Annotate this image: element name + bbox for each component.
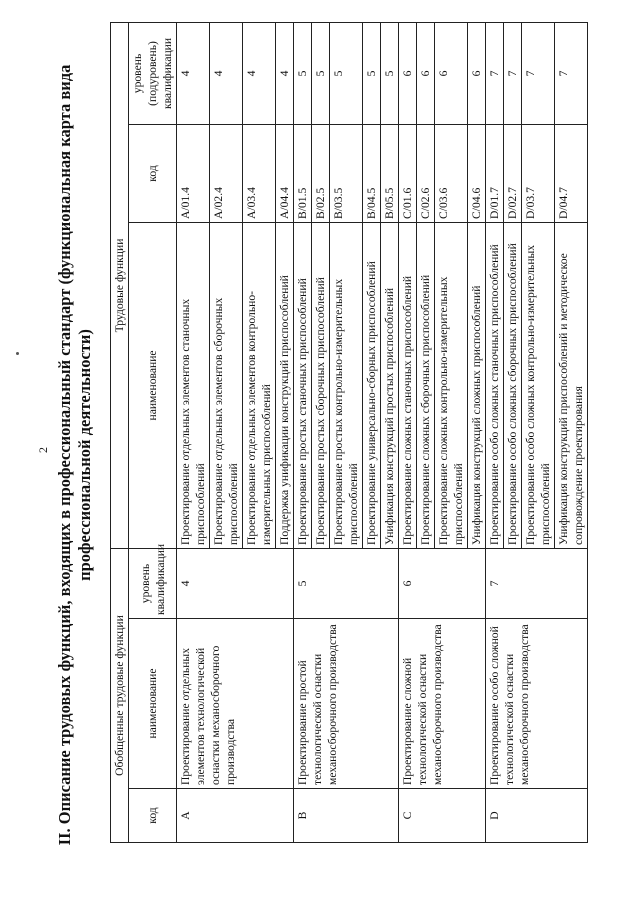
function-code: A/02.4 <box>210 124 243 222</box>
function-level: 4 <box>210 22 243 124</box>
function-code: D/02.7 <box>504 124 522 222</box>
function-name: Проектирование отдельных элементов контрольно-измерительных приспособлений <box>243 222 276 548</box>
function-code: B/03.5 <box>330 124 363 222</box>
section-title-line-2: профессиональной деятельности) <box>75 329 94 581</box>
function-code: B/02.5 <box>312 124 330 222</box>
header-level: уровень квалификации <box>129 548 177 618</box>
group-level: 7 <box>486 548 588 618</box>
function-level: 7 <box>555 22 588 124</box>
function-name: Проектирование сложных сборочных приспособлений <box>417 222 435 548</box>
header-sublevel: уровень (подуровень) квалификации <box>129 22 177 124</box>
function-level: 5 <box>294 22 312 124</box>
header-function-name: наименование <box>129 222 177 548</box>
function-code: C/01.6 <box>399 124 417 222</box>
page-number: 2 <box>36 447 50 453</box>
function-code: D/04.7 <box>555 124 588 222</box>
function-name: Поддержка унификации конструкций приспособлений <box>276 222 294 548</box>
function-level: 4 <box>276 22 294 124</box>
function-level: 7 <box>522 22 555 124</box>
function-code: A/01.4 <box>177 124 210 222</box>
function-name: Унификация конструкций приспособлений и методическое сопровождение проектирования <box>555 222 588 548</box>
function-name: Унификация конструкций сложных приспособлений <box>468 222 486 548</box>
function-name: Проектирование универсально-сборных приспособлений <box>363 222 381 548</box>
function-name: Проектирование особо сложных сборочных приспособлений <box>504 222 522 548</box>
function-code: C/03.6 <box>435 124 468 222</box>
scan-speck <box>16 352 19 355</box>
function-level: 6 <box>399 22 417 124</box>
function-name: Проектирование отдельных элементов сборочных приспособлений <box>210 222 243 548</box>
function-name: Проектирование сложных контрольно-измерительных приспособлений <box>435 222 468 548</box>
group-code: B <box>294 789 399 843</box>
table-row <box>399 22 417 842</box>
function-code: D/01.7 <box>486 124 504 222</box>
group-name: Проектирование отдельных элементов технологической оснастки механосборочного производства <box>177 619 294 789</box>
section-title-line-1: II. Описание трудовых функций, входящих в профессиональный стандарт (функциональная карта вида <box>55 64 74 846</box>
group-name: Проектирование особо сложной технологической оснастки механосборочного производства <box>486 619 588 789</box>
table-body <box>177 22 588 842</box>
function-name: Проектирование особо сложных контрольно-измерительных приспособлений <box>522 222 555 548</box>
table-row <box>486 22 504 842</box>
function-level: 6 <box>468 22 486 124</box>
function-name: Проектирование отдельных элементов станочных приспособлений <box>177 222 210 548</box>
function-name: Проектирование простых контрольно-измерительных приспособлений <box>330 222 363 548</box>
function-code: A/04.4 <box>276 124 294 222</box>
function-level: 7 <box>486 22 504 124</box>
function-code: D/03.7 <box>522 124 555 222</box>
function-code: C/04.6 <box>468 124 486 222</box>
header-name: наименование <box>129 619 177 789</box>
group-code: C <box>399 789 486 843</box>
table-row <box>177 22 210 842</box>
header-generalized: Обобщенные трудовые функции <box>111 548 129 842</box>
function-level: 4 <box>177 22 210 124</box>
function-code: B/05.5 <box>381 124 399 222</box>
function-level: 6 <box>435 22 468 124</box>
function-name: Проектирование простых сборочных приспособлений <box>312 222 330 548</box>
section-title <box>55 45 95 865</box>
group-level: 6 <box>399 548 486 618</box>
header-labor: Трудовые функции <box>111 22 129 548</box>
function-code: A/03.4 <box>243 124 276 222</box>
group-name: Проектирование сложной технологической оснастки механосборочного производства <box>399 619 486 789</box>
group-code: D <box>486 789 588 843</box>
group-level: 4 <box>177 548 294 618</box>
header-row-1 <box>111 22 129 842</box>
header-code: код <box>129 789 177 843</box>
function-level: 5 <box>330 22 363 124</box>
function-level: 5 <box>312 22 330 124</box>
header-row-2 <box>129 22 177 842</box>
function-code: B/01.5 <box>294 124 312 222</box>
functional-map-table <box>110 22 588 843</box>
function-level: 7 <box>504 22 522 124</box>
function-name: Проектирование простых станочных приспособлений <box>294 222 312 548</box>
group-level: 5 <box>294 548 399 618</box>
group-code: A <box>177 789 294 843</box>
function-code: B/04.5 <box>363 124 381 222</box>
function-name: Проектирование особо сложных станочных приспособлений <box>486 222 504 548</box>
function-level: 6 <box>417 22 435 124</box>
function-name: Унификация конструкций простых приспособлений <box>381 222 399 548</box>
group-name: Проектирование простой технологической оснастки механосборочного производства <box>294 619 399 789</box>
function-level: 5 <box>381 22 399 124</box>
table-row <box>294 22 312 842</box>
function-level: 5 <box>363 22 381 124</box>
function-name: Проектирование сложных станочных приспособлений <box>399 222 417 548</box>
header-function-code: код <box>129 124 177 222</box>
function-level: 4 <box>243 22 276 124</box>
function-code: C/02.6 <box>417 124 435 222</box>
